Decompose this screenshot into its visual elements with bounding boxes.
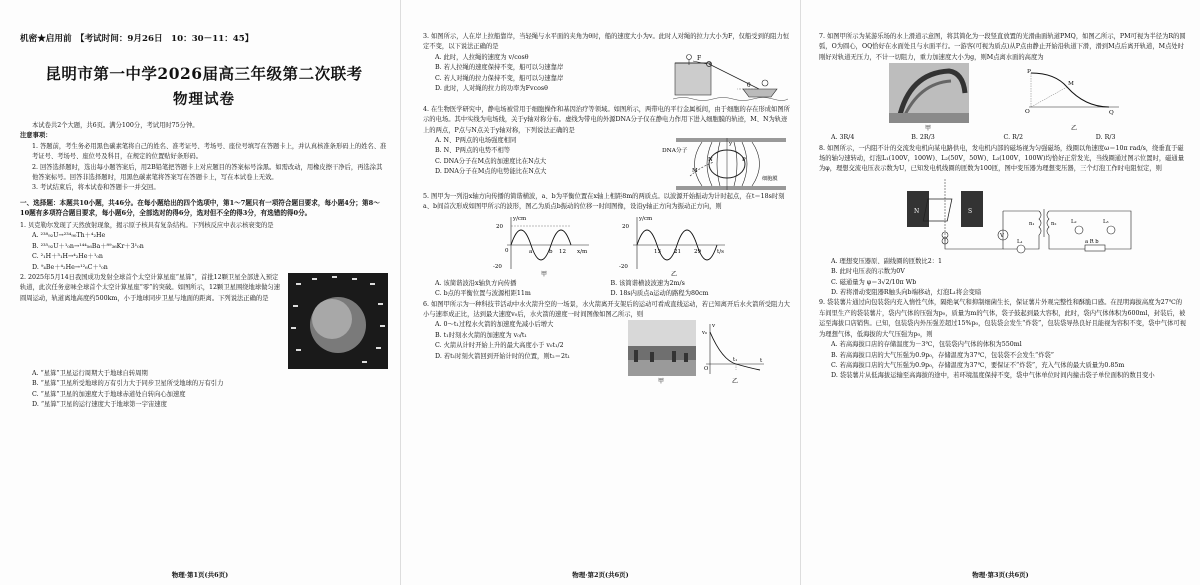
q4-fig-n: N (708, 157, 714, 164)
page-3 (800, 0, 1200, 585)
q3-option-b: B. 若人拉绳的速度保持不变，船可以匀速靠岸 (435, 64, 564, 72)
q1-option-d: D. ⁹₄Be＋⁴₂He→¹²₆C＋¹₀n (32, 263, 108, 271)
q9-option-d: D. 袋装薯片从低海拔运输至高海拔的途中，若环境温度保持不变，袋中气体单位时间内撞击袋子单位面积的数目变小 (831, 372, 1155, 380)
page-3-footer: 物理·第3页(共6页) (972, 571, 1029, 579)
page-1-footer: 物理·第1页(共6页) (171, 571, 229, 579)
q3-option-c: C. 若人对绳的拉力保持不变，船可以匀速靠岸 (435, 74, 564, 82)
page-2 (400, 0, 800, 585)
q4-option-a: A. N、P两点的电场强度相同 (435, 137, 517, 145)
cell-electric-field-figure (662, 136, 790, 192)
q4-stem: 4. 在生物医学研究中，静电场被常用于细胞操作和基因治疗等领域。如图所示，两带电的平行金属板间，由于细胞的存在形成如图所示的电场。其中实线为电场线，关于y轴对称分布。虚线为带电的外源DNA分子仅在静电力作用下进入细胞膜的轨迹，M、N为轨迹上的两点，P点与N点关于y轴对称，下列说法正确的是 (423, 105, 790, 134)
q7-stem: 7. 如图甲所示为某游乐场的水上滑道示意图，将其简化为一段竖直放置的光滑曲面轨道PMQ，如图乙所示，PM可视为半径为R的圆弧，O为圆心，OQ恰好在水面处且与水面平行。一游客(可视为质点)从P点由静止开始沿轨道下滑，滑到M点后离开轨道，M点处时刚好对轨道无压力，不计一切阻力，重力加速度大小为g，则M点离水面的高度为 (819, 33, 1186, 61)
notice-2: 2. 回答选择题时，选出每小题答案后，用2B铅笔把答题卡上对应题目的答案标号涂黑。如需改动，用橡皮擦干净后，再选涂其他答案标号。回答非选择题时，用黑色碳素笔将答案写在答题卡上，写在本试卷上无效。 (32, 163, 383, 182)
notice-heading: 注意事项： (20, 132, 52, 140)
q8-fig-l1: L₁ (1017, 238, 1023, 245)
q8-stem: 8. 如图所示，一内阻不计的交流发电机向某电路供电，发电机内部的磁场视为匀强磁场，线圈以角速度ω＝10π rad/s，绕垂直于磁场的轴匀速转动，灯泡L₁(100V，100W)、L₂(50V，50W)、L₃(100V，100W)均恰好正常发光，当线圈通过图示位置时，磁通量为φ，理想交流电压表示数为U，已知发电机线圈的匝数为100匝，图中变压器为理想变压器，三个灯泡工作时电阻恒定，则 (819, 144, 1185, 173)
q5-fig1-12: 12 (559, 248, 566, 255)
q7-fig-jia: 甲 (925, 125, 932, 132)
q3-option-d: D. 此时，人对绳的拉力的功率为Fvcosθ (435, 85, 548, 93)
generator-circuit-figure (899, 175, 1139, 255)
q5-wave-graph (493, 213, 593, 277)
q5-fig1-ylabel: y/cm (513, 215, 527, 222)
notice-1: 1. 答题前，考生务必用黑色碳素笔将自己的姓名、准考证号、考场号、座位号填写在答题卡上，并认真核准条形码上的姓名、准考证号、考场号、座位号及科目，在规定的位置贴好条形码。 (32, 142, 387, 161)
exam-title: 昆明市第一中学2026届高三年级第二次联考 (45, 64, 363, 83)
q2-option-c: C. “星算”卫星的加速度大于地球赤道处自转向心加速度 (32, 390, 186, 398)
q5-option-a: A. 该简谐波沿x轴负方向传播 (435, 279, 517, 287)
q1-stem: 1. 贝克勒尔发现了天然放射现象，揭示原子核具有复杂结构。下列核反应中表示核衰变的是 (20, 222, 274, 230)
q5-fig2-caption: 乙 (671, 270, 678, 277)
q5-fig2-tick-3: 29 (694, 248, 701, 255)
q5-option-b: B. 该简谐横波波速为2m/s (610, 279, 685, 287)
q8-option-b: B. 此时电压表的示数为0V (831, 268, 905, 276)
q4-fig-y: y (729, 141, 733, 148)
q5-fig2-m20: -20 (619, 263, 628, 270)
q8-option-d: D. 若将滑动变阻器R触头向b端移动，灯泡L₁将会变暗 (831, 289, 982, 297)
page-1 (0, 0, 400, 585)
q6-option-a: A. 0～t₁过程水火箭的加速度先减小后增大 (435, 321, 554, 329)
q6-fig-yi: 乙 (732, 378, 739, 385)
q6-option-c: C. 火箭从计时开始上升的最大高度小于 v₀t₁/2 (435, 342, 564, 350)
q5-fig2-ylabel: y/cm (639, 215, 653, 222)
q5-fig1-caption: 甲 (541, 270, 548, 277)
notice-3: 3. 考试结束后，将本试卷和答题卡一并交回。 (32, 184, 160, 192)
q5-fig1-20: 20 (496, 223, 503, 230)
water-slide-photo (889, 63, 969, 131)
q5-fig1-xlabel: x/m (577, 248, 588, 255)
q6-fig-origin: O (704, 366, 709, 373)
q8-fig-n1: n₁ (1029, 220, 1035, 227)
q5-fig1-b: b (549, 248, 553, 255)
q7-option-d: D. R/3 (1095, 134, 1116, 142)
satellite-constellation-image (288, 273, 388, 369)
q8-option-c: C. 磁通量为 φ＝3√2/10π Wb (831, 278, 917, 286)
q3-fig-theta: θ (747, 81, 751, 89)
q2-option-a: A. “星算”卫星运行周期大于地球自转周期 (32, 370, 148, 378)
page-2-footer: 物理·第2页(共6页) (572, 571, 629, 579)
q6-fig-v: v (712, 323, 716, 330)
q5-option-c: C. b点的平衡位置与波源相距11m (435, 290, 531, 298)
water-rocket-photo (628, 320, 696, 384)
section-1-heading: 一、选择题：本题共10小题，共46分。在每小题给出的四个选项中，第1～7题只有一项符合题目要求，每小题4分；第8～10题有多项符合题目要求，每小题6分，全部选对的得6分，选对但不全的得3分，有选错的得0分。 (20, 198, 380, 218)
q4-fig-m: M (692, 168, 698, 175)
q7-option-a: A. 3R/4 (831, 134, 855, 142)
q5-fig1-m20: -20 (493, 263, 502, 270)
q9-option-a: A. 若高海拔口店的存储温度为－3℃，包装袋内气体的体积为550ml (831, 341, 1022, 349)
q8-fig-l3: L₃ (1103, 218, 1109, 225)
q8-fig-resistor: a R b (1085, 238, 1099, 245)
q7-fig-yi: 乙 (1071, 125, 1078, 132)
exam-subject: 物理试卷 (173, 91, 235, 108)
q2-option-d: D. “星算”卫星的运行速度大于地球第一宇宙速度 (32, 401, 167, 409)
q4-option-c: C. DNA分子在M点的加速度比在N点大 (435, 157, 547, 165)
boat-pulling-figure (673, 53, 788, 105)
q8-fig-l2: L₂ (1071, 218, 1077, 225)
q6-fig-t: t (760, 358, 763, 365)
q7-fig-p: P (1027, 69, 1031, 76)
q4-option-b: B. N、P两点的电势不相等 (435, 147, 511, 155)
q2-stem: 2. 2025年5月14日我国成功发射全球首个太空计算星座“星算”，首批12颗卫星全部进入预定轨道，此次任务意味全球首个太空计算星座“零”的突破。如图所示，12颗卫星围绕地球做匀速圆周运动，轨道离地高度约500km，小于地球同步卫星与地面的距离。下列说法正确的是 (20, 274, 281, 302)
q6-option-d: D. 若t₁时刻火箭回到开始计时的位置，则t₂＝2t₁ (435, 352, 571, 360)
q7-fig-o: O (1025, 109, 1030, 116)
q7-track-diagram (1019, 63, 1129, 131)
q3-option-a: A. 此时，人拉绳的速度为 v/cosθ (435, 53, 529, 61)
q7-option-b: B. 2R/3 (911, 134, 935, 142)
q1-option-a: A. ²³⁸₉₂U→²³⁴₉₀Th＋⁴₂He (32, 232, 106, 240)
q5-fig2-xlabel: t/s (717, 248, 724, 255)
q5-option-d: D. 18s内质点a运动的路程为80cm (610, 290, 709, 298)
q8-fig-s-pole: S (968, 207, 973, 215)
confidential-header: 机密★启用前 【考试时间：9月26日 10：30－11：45】 (20, 34, 254, 44)
q6-fig-jia: 甲 (658, 378, 665, 385)
q5-fig2-20: 20 (622, 223, 629, 230)
q5-fig2-tick-1: 13 (654, 248, 661, 255)
q9-option-c: C. 若高海拔口店的大气压强为0.9p₀，存储温度为37℃，要保证不“炸袋”，充入气体的最大质量为0.85m (831, 361, 1125, 369)
q8-option-a: A. 理想变压器原、副线圈的匝数比2：1 (831, 257, 943, 265)
q4-fig-dna: DNA分子 (662, 148, 688, 155)
q6-fig-t1: t₁ (733, 357, 738, 364)
q5-stem: 5. 图甲为一列沿x轴方向传播的简谐横波，a、b为平衡位置在x轴上相距8m的两质点。以波源开始振动为计时起点，在t＝18s时刻a、b间首次形成如图甲所示的波形，图乙为质点b振动的位移一时间图像，设沿y轴正方向为振动正方向，则 (423, 193, 785, 211)
q6-velocity-graph (702, 320, 768, 384)
q7-option-c: C. R/2 (1003, 134, 1023, 142)
q6-stem: 6. 如图甲所示为一种科技节活动中水火箭升空的一场景，水火箭离开支架后的运动可看成直线运动，若已知离开后水火箭所受阻力大小与速率成正比，达到最大速度v₀后，水火箭的速度一时间图像如图乙所示，则 (423, 300, 790, 319)
q4-fig-p: P (742, 157, 747, 164)
q5-fig1-0: 0 (505, 247, 509, 254)
q1-option-c: C. ²₁H＋³₁H→⁴₂He＋¹₀n (32, 253, 103, 261)
q1-option-b: B. ²³⁵₉₂U＋¹₀n→¹⁴⁴₅₆Ba＋⁸⁹₃₆Kr＋3¹₀n (32, 242, 144, 250)
q3-stem: 3. 如图所示，人在岸上拉船靠岸，当轻绳与水平面的夹角为θ时，船的速度大小为v。此时人对绳的拉力大小为F，仅船受到的阻力恒定不变，以下说法正确的是 (423, 33, 790, 51)
q7-fig-m: M (1068, 81, 1074, 88)
q8-fig-voltmeter: V (1000, 232, 1004, 239)
intro-text: 本试卷共2个大题，共6页。满分100分，考试用时75分钟。 (32, 122, 199, 129)
q9-stem: 9. 袋装薯片通过向包装袋内充入惰性气体，隔绝氧气和抑制细菌生长，保证薯片外观完整性和酥脆口感。在昆明海拔高度为27℃的车间里生产的袋装薯片，袋内气体的压强为p₀，质量为m的气体，袋子鼓起到最大容积，此时，袋内气体体积为600ml，封装后，被运至海拔口店销售。已知，包装袋内外压强差超过15%p₀，包装袋会发生“炸袋”，包装袋导热良好且能视为容积不变，袋中气体可视为理想气体，低海拔的大气压强为p₀，则 (819, 299, 1187, 338)
q2-option-b: B. “星算”卫星所受地球的万有引力大于同步卫星所受地球的万有引力 (32, 380, 224, 388)
q5-vibration-graph (619, 213, 729, 277)
q6-option-b: B. t₁时刻水火箭的加速度为 v₀/t₁ (435, 331, 527, 339)
q9-option-b: B. 若高海拔口店的大气压强为0.9p₀，存储温度为37℃，包装袋不会发生“炸袋” (831, 351, 1055, 359)
q8-fig-n2: n₂ (1051, 220, 1057, 227)
q4-option-d: D. DNA分子在M点的电势能比在N点大 (435, 168, 547, 176)
q5-fig2-tick-2: 21 (674, 248, 681, 255)
q6-fig-v0: v₀ (702, 330, 708, 337)
q4-fig-membrane: 细胞膜 (762, 176, 778, 183)
q8-fig-n-pole: N (914, 207, 920, 215)
q5-fig1-a: a (529, 248, 533, 255)
q3-fig-f: F (697, 54, 702, 62)
q7-fig-q: Q (1109, 110, 1114, 117)
